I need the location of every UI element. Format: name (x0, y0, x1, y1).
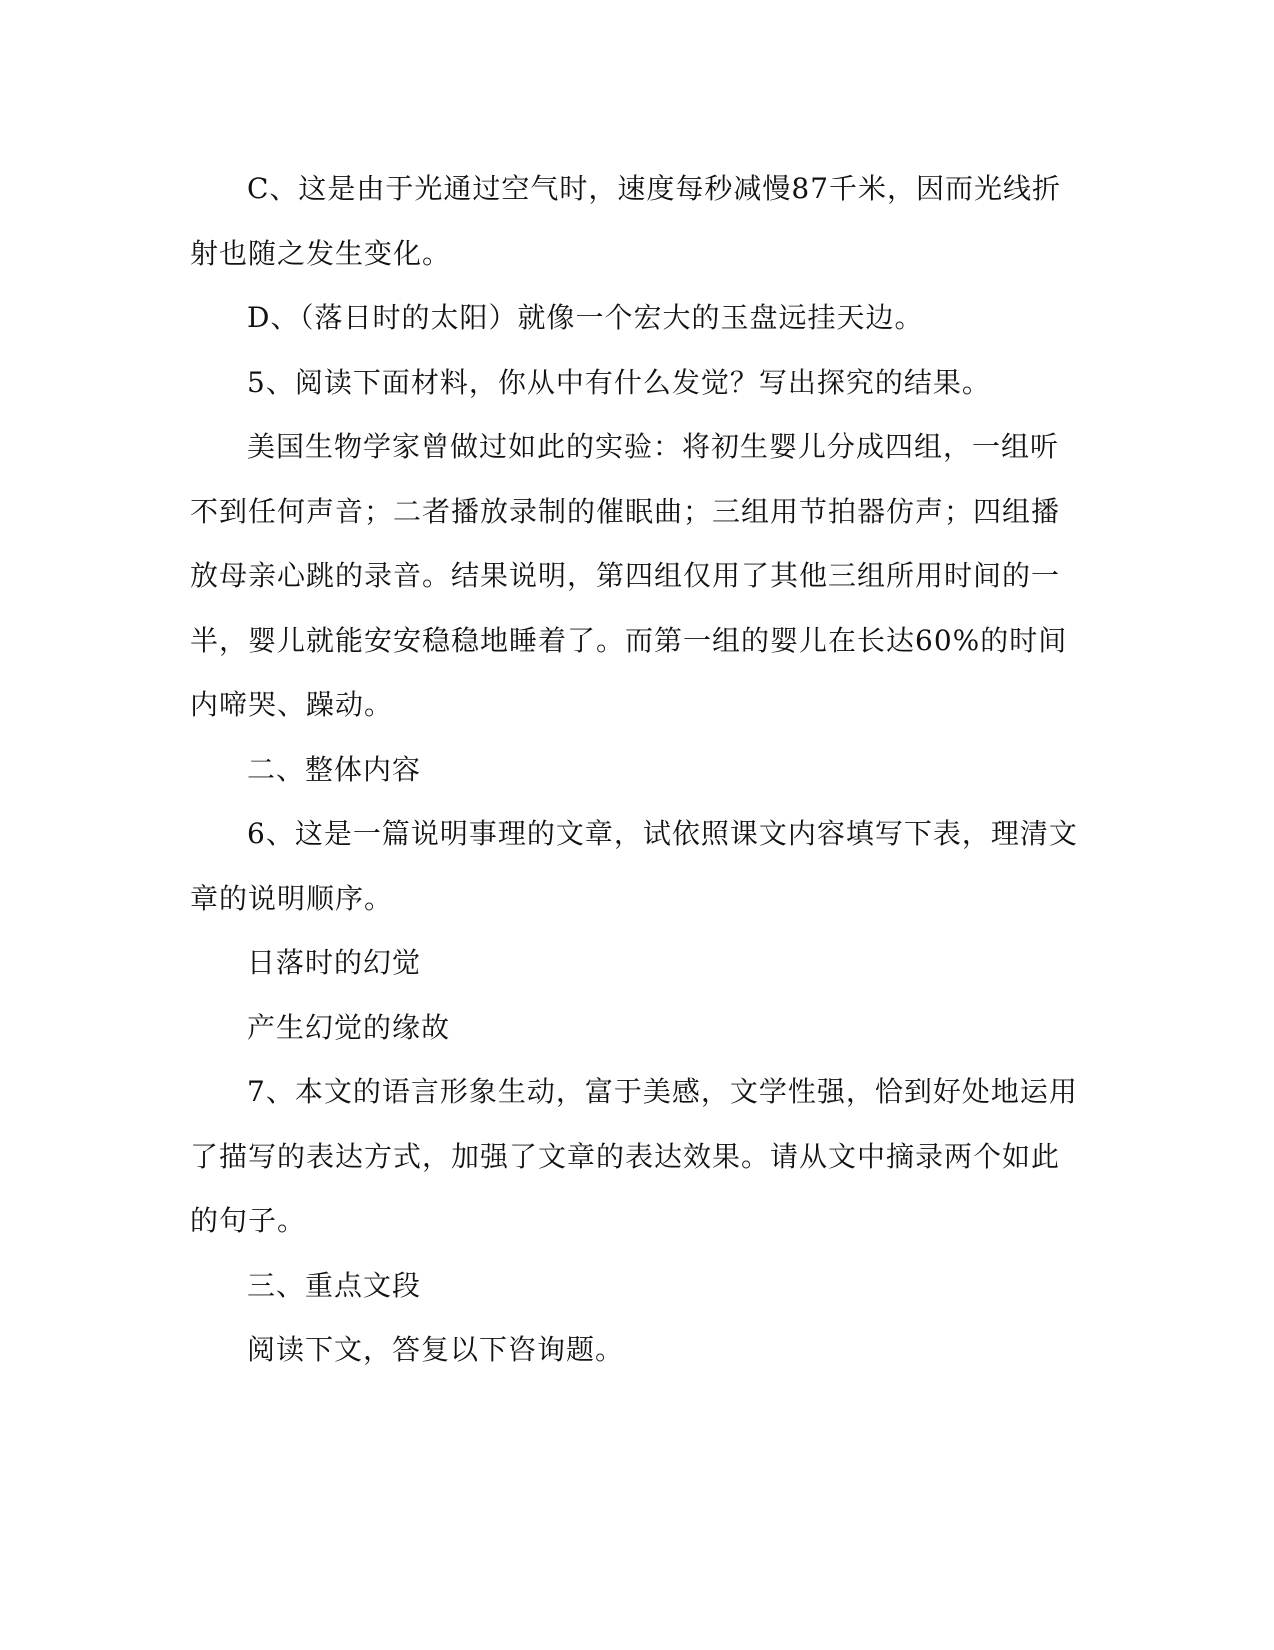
table-item-sunset-illusion: 日落时的幻觉 (247, 946, 422, 979)
option-c-paragraph: C、这是由于光通过空气时，速度每秒减慢87千米，因而光线折射也随之发生变化。 (190, 172, 1062, 270)
reading-instruction: 阅读下文，答复以下咨询题。 (247, 1333, 625, 1366)
document-body (190, 157, 1080, 1383)
option-d-paragraph: D、（落日时的太阳）就像一个宏大的玉盘远挂天边。 (247, 301, 924, 334)
table-item-illusion-cause: 产生幻觉的缘故 (247, 1010, 451, 1044)
section-3-heading: 三、重点文段 (247, 1268, 422, 1302)
question-6-paragraph: 6、这是一篇说明事理的文章，试依照课文内容填写下表，理清文章的说明顺序。 (190, 817, 1078, 915)
question-5-paragraph: 5、阅读下面材料，你从中有什么发觉？写出探究的结果。 (247, 365, 991, 399)
section-2-heading: 二、整体内容 (247, 752, 422, 786)
material-paragraph: 美国生物学家曾做过如此的实验：将初生婴儿分成四组，一组听不到任何声音；二者播放录制的催眠曲；三组用节拍器仿声；四组播放母亲心跳的录音。结果说明，第四组仅用了其他三组所用时间的一半，婴儿就能安安稳稳地睡着了。而第一组的婴儿在长达60%的时间内啼哭、躁动。 (190, 430, 1068, 721)
question-7-paragraph: 7、本文的语言形象生动，富于美感，文学性强，恰到好处地运用了描写的表达方式，加强了文章的表达效果。请从文中摘录两个如此的句子。 (190, 1075, 1078, 1237)
